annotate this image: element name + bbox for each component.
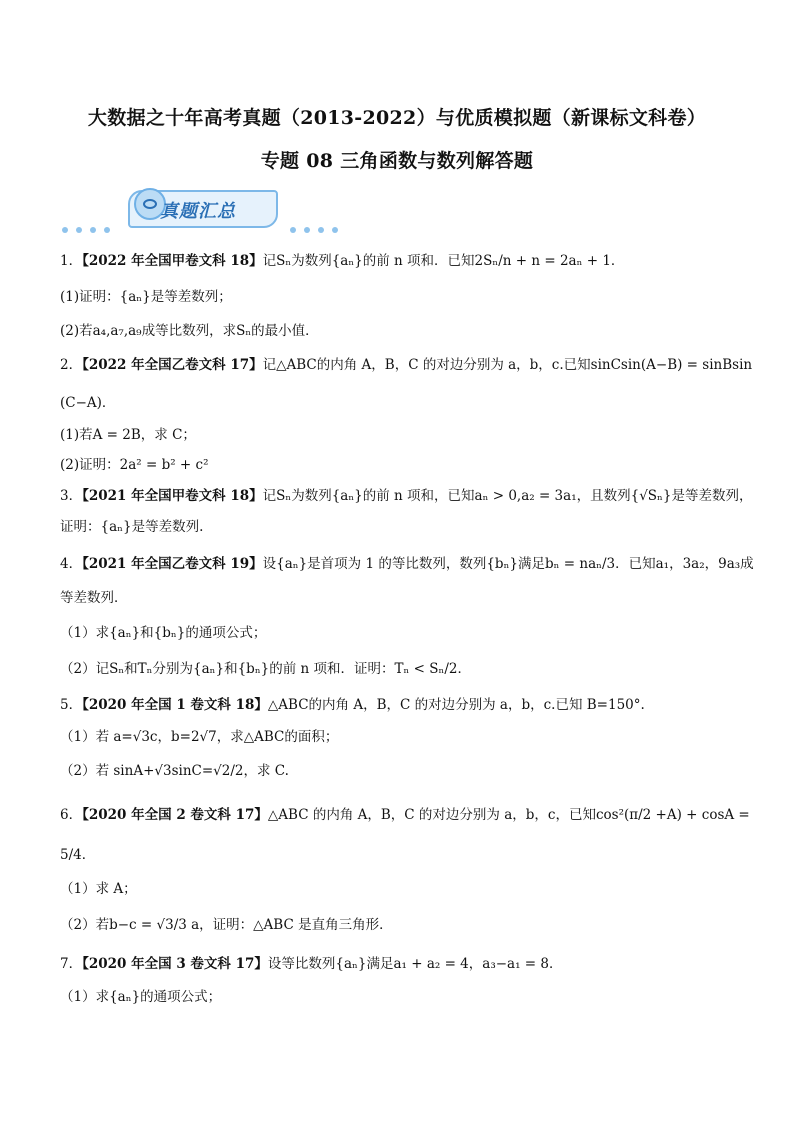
problem-4-line-4: （2）记Sₙ和Tₙ分别为{aₙ}和{bₙ}的前 n 项和．证明：Tₙ < Sₙ/2． bbox=[60, 661, 471, 677]
section-badge-label: 真题汇总 bbox=[160, 201, 236, 222]
problem-2-line-3: (1)若A = 2B，求 C； bbox=[60, 427, 196, 443]
problem-4-line-2: 等差数列． bbox=[60, 590, 128, 606]
problem-5-line-3: （2）若 sinA+√3sinC=√2/2，求 C. bbox=[60, 763, 289, 779]
problem-1-line-3: (2)若a₄,a₇,a₉成等比数列，求Sₙ的最小值． bbox=[60, 323, 319, 339]
problem-2-line-4: (2)证明：2a² = b² + c² bbox=[60, 457, 209, 473]
problem-3-line-1: 3．【2021 年全国甲卷文科 18】记Sₙ为数列{aₙ}的前 n 项和，已知aₙ > 0,a₂ = 3a₁，且数列{√Sₙ}是等差数列， bbox=[60, 488, 753, 504]
problem-4-line-3: （1）求{aₙ}和{bₙ}的通项公式； bbox=[60, 625, 267, 641]
problem-7-line-1: 7．【2020 年全国 3 卷文科 17】设等比数列{aₙ}满足a₁ + a₂ = 4，a₃−a₁ = 8． bbox=[60, 956, 563, 972]
problem-2-line-2: (C−A)． bbox=[60, 395, 116, 411]
problem-7-line-2: （1）求{aₙ}的通项公式； bbox=[60, 989, 222, 1005]
problem-6-line-4: （2）若b−c = √3/3 a，证明：△ABC 是直角三角形． bbox=[60, 917, 393, 933]
problem-4-line-1: 4．【2021 年全国乙卷文科 19】设{aₙ}是首项为 1 的等比数列，数列{bₙ}满足bₙ = naₙ/3．已知a₁，3a₂，9a₃成 bbox=[60, 556, 754, 572]
problem-2-line-1: 2．【2022 年全国乙卷文科 17】记△ABC的内角 A，B，C 的对边分别为 a，b，c.已知sinCsin(A−B) = sinBsin bbox=[60, 357, 753, 373]
problem-6-line-3: （1）求 A； bbox=[60, 881, 137, 897]
problem-5-line-2: （1）若 a=√3c，b=2√7，求△ABC的面积； bbox=[60, 729, 339, 745]
document-subtitle: 专题 08 三角函数与数列解答题 bbox=[260, 150, 534, 172]
decorative-dots-right bbox=[290, 218, 346, 226]
problem-1-line-1: 1．【2022 年全国甲卷文科 18】记Sₙ为数列{aₙ}的前 n 项和．已知2Sₙ/n + n = 2aₙ + 1． bbox=[60, 253, 625, 269]
problem-6-line-1: 6．【2020 年全国 2 卷文科 17】△ABC 的内角 A，B，C 的对边分别为 a，b，c，已知cos²(π/2 +A) + cosA = bbox=[60, 807, 750, 823]
problem-3-line-2: 证明：{aₙ}是等差数列. bbox=[60, 519, 204, 535]
problem-5-line-1: 5．【2020 年全国 1 卷文科 18】△ABC的内角 A，B，C 的对边分别为 a，b，c.已知 B=150°. bbox=[60, 697, 645, 713]
decorative-dots-left bbox=[62, 218, 118, 226]
document-title: 大数据之十年高考真题（2013-2022）与优质模拟题（新课标文科卷） bbox=[87, 107, 707, 129]
problem-6-line-2: 5/4． bbox=[60, 847, 96, 863]
problem-1-line-2: (1)证明：{aₙ}是等差数列； bbox=[60, 289, 232, 305]
